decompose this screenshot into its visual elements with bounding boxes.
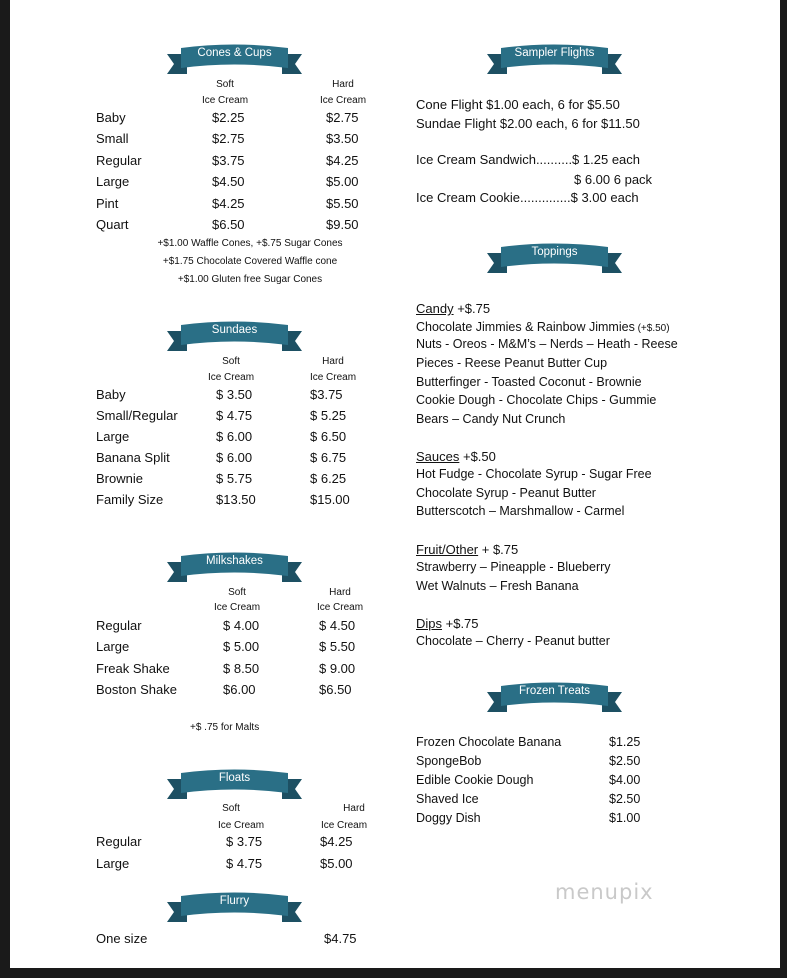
item-name: Banana Split <box>96 450 170 465</box>
hard-price: $ 9.00 <box>319 660 356 676</box>
soft-price: $ 5.00 <box>223 639 260 655</box>
item-name: Family Size <box>96 492 164 507</box>
hard-price: $4.25 <box>326 152 359 168</box>
item-name: Large <box>96 856 130 871</box>
item-name: Large <box>96 639 130 655</box>
dips-price: +$.75 <box>442 616 479 631</box>
item-name: Regular <box>96 152 142 168</box>
ice-cream-header: Ice Cream <box>201 95 249 106</box>
item-name: Boston Shake <box>96 681 177 697</box>
item-name: Baby <box>96 387 126 402</box>
frozen-item-price: $1.25 <box>609 735 641 749</box>
cones-note: +$1.00 Waffle Cones, +$.75 Sugar Cones <box>157 238 343 249</box>
frozen-item-price: $1.00 <box>609 810 641 825</box>
fruit-label: Fruit/Other <box>416 542 479 557</box>
hard-price: $ 5.25 <box>310 408 347 423</box>
soft-price: $ 6.00 <box>216 450 253 465</box>
sundae-flight: Sundae Flight $2.00 each, 6 for $11.50 <box>416 116 640 131</box>
item-name: Freak Shake <box>96 660 170 676</box>
toppings-banner <box>487 243 622 277</box>
item-name: Large <box>96 174 130 190</box>
ice-cream-header: Ice Cream <box>217 820 265 831</box>
hard-price: $3.75 <box>310 387 343 402</box>
item-name: Large <box>96 429 130 444</box>
sampler-flights-banner <box>487 44 622 78</box>
soft-price: $ 6.00 <box>216 429 253 444</box>
frozen-item-name: Doggy Dish <box>416 810 481 825</box>
topping-line: Chocolate Syrup - Peanut Butter <box>416 485 596 500</box>
topping-line: Chocolate – Cherry - Peanut butter <box>416 634 610 648</box>
soft-price: $4.25 <box>212 195 245 211</box>
hard-price: $ 4.50 <box>319 618 356 633</box>
sauces-label: Sauces <box>416 449 460 464</box>
hard-price: $ 6.75 <box>310 450 347 465</box>
dips-heading <box>416 616 479 631</box>
jimmies-text: Chocolate Jimmies & Rainbow Jimmies <box>416 320 635 334</box>
topping-line: Butterscotch – Marshmallow - Carmel <box>416 504 625 519</box>
banner-label: Sundaes <box>211 324 258 336</box>
soft-price: $ 3.75 <box>226 834 263 849</box>
hard-header: Hard <box>322 356 344 367</box>
hard-price: $9.50 <box>326 217 359 232</box>
menupix-watermark: menupix <box>555 880 654 904</box>
ice-cream-cookie: Ice Cream Cookie..............$ 3.00 each <box>416 190 639 205</box>
fruit-heading <box>416 542 518 557</box>
hard-price: $3.50 <box>326 131 359 147</box>
frozen-treats-banner <box>487 682 622 716</box>
ice-cream-header: Ice Cream <box>319 95 367 106</box>
soft-price: $13.50 <box>216 492 256 507</box>
hard-header: Hard <box>332 79 354 90</box>
sandwich-six-pack: $ 6.00 6 pack <box>574 172 653 187</box>
topping-line: Nuts - Oreos - M&M’s – Nerds – Heath - Reese <box>416 337 678 351</box>
item-name: Small <box>96 131 129 147</box>
soft-price: $ 5.75 <box>216 471 253 486</box>
ice-cream-header: Ice Cream <box>207 372 255 383</box>
frozen-item-name: Edible Cookie Dough <box>416 772 534 787</box>
cones-cups-banner <box>167 44 302 78</box>
soft-header: Soft <box>216 79 234 90</box>
soft-price: $6.00 <box>223 681 256 697</box>
soft-header: Soft <box>228 587 246 598</box>
topping-line: Cookie Dough - Chocolate Chips - Gummie <box>416 393 657 408</box>
soft-price: $4.50 <box>212 174 245 190</box>
frozen-item-price: $4.00 <box>609 772 641 787</box>
hard-header: Hard <box>343 803 365 814</box>
sauces-heading <box>416 449 496 464</box>
soft-header: Soft <box>222 803 240 814</box>
candy-price: +$.75 <box>453 301 491 316</box>
soft-price: $ 8.50 <box>223 660 260 676</box>
soft-price: $6.50 <box>212 217 245 232</box>
frozen-item-name: Frozen Chocolate Banana <box>416 735 562 749</box>
floats-banner <box>167 769 302 803</box>
ice-cream-header: Ice Cream <box>309 372 357 383</box>
hard-price: $ 5.50 <box>319 639 356 655</box>
malts-note: +$ .75 for Malts <box>190 722 260 733</box>
ice-cream-header: Ice Cream <box>316 602 364 613</box>
hard-price: $5.00 <box>326 174 359 190</box>
frozen-item-price: $2.50 <box>609 753 641 768</box>
banner-label: Cones & Cups <box>197 47 272 59</box>
hard-price: $ 6.25 <box>310 471 347 486</box>
ice-cream-sandwich: Ice Cream Sandwich..........$ 1.25 each <box>416 152 641 167</box>
ice-cream-header: Ice Cream <box>213 602 261 613</box>
hard-price: $15.00 <box>310 492 350 507</box>
banner-label: Milkshakes <box>206 555 263 567</box>
soft-price: $2.75 <box>212 131 245 147</box>
item-name: Regular <box>96 618 142 633</box>
banner-label: Flurry <box>219 895 250 907</box>
soft-price: $ 4.00 <box>223 618 260 633</box>
sauces-price: +$.50 <box>459 449 496 464</box>
topping-line: Bears – Candy Nut Crunch <box>416 412 566 427</box>
item-name: Pint <box>96 195 119 211</box>
item-name: Regular <box>96 834 142 849</box>
topping-line: Butterfinger - Toasted Coconut - Brownie <box>416 374 642 389</box>
cones-note: +$1.00 Gluten free Sugar Cones <box>177 274 323 285</box>
fruit-price: + $.75 <box>478 542 519 557</box>
soft-price: $ 4.75 <box>226 856 263 871</box>
flurry-size: One size <box>96 931 148 946</box>
candy-label: Candy <box>416 301 454 316</box>
banner-label: Toppings <box>531 246 578 258</box>
topping-line: Pieces - Reese Peanut Butter Cup <box>416 355 608 370</box>
dips-label: Dips <box>416 616 443 631</box>
candy-heading <box>416 301 490 316</box>
topping-line: Wet Walnuts – Fresh Banana <box>416 578 579 593</box>
ice-cream-header: Ice Cream <box>320 820 368 831</box>
item-name: Baby <box>96 110 126 125</box>
item-name: Quart <box>96 217 129 232</box>
hard-price: $4.25 <box>320 834 353 849</box>
hard-header: Hard <box>329 587 351 598</box>
jimmies-extra: (+$.50) <box>634 323 670 334</box>
soft-header: Soft <box>222 356 240 367</box>
topping-line: Strawberry – Pineapple - Blueberry <box>416 560 611 574</box>
hard-price: $5.50 <box>326 195 359 211</box>
hard-price: $5.00 <box>320 856 353 871</box>
item-name: Small/Regular <box>96 408 178 423</box>
menu-page <box>10 0 780 968</box>
flurry-banner <box>167 892 302 926</box>
banner-label: Frozen Treats <box>519 685 590 697</box>
sundaes-banner <box>167 321 302 355</box>
hard-price: $2.75 <box>326 110 359 125</box>
flurry-price: $4.75 <box>324 931 357 946</box>
soft-price: $2.25 <box>212 110 245 125</box>
hard-price: $ 6.50 <box>310 429 347 444</box>
soft-price: $ 3.50 <box>216 387 253 402</box>
frozen-item-name: SpongeBob <box>416 753 482 768</box>
item-name: Brownie <box>96 471 143 486</box>
cones-note: +$1.75 Chocolate Covered Waffle cone <box>162 256 338 267</box>
topping-line: Hot Fudge - Chocolate Syrup - Sugar Free <box>416 467 652 481</box>
banner-label: Sampler Flights <box>514 47 595 59</box>
hard-price: $6.50 <box>319 681 352 697</box>
soft-price: $3.75 <box>212 152 245 168</box>
milkshakes-banner <box>167 552 302 586</box>
frozen-item-price: $2.50 <box>609 791 641 806</box>
soft-price: $ 4.75 <box>216 408 253 423</box>
banner-label: Floats <box>218 772 251 784</box>
candy-line <box>416 320 670 334</box>
frozen-item-name: Shaved Ice <box>416 791 479 806</box>
cone-flight: Cone Flight $1.00 each, 6 for $5.50 <box>416 97 620 112</box>
